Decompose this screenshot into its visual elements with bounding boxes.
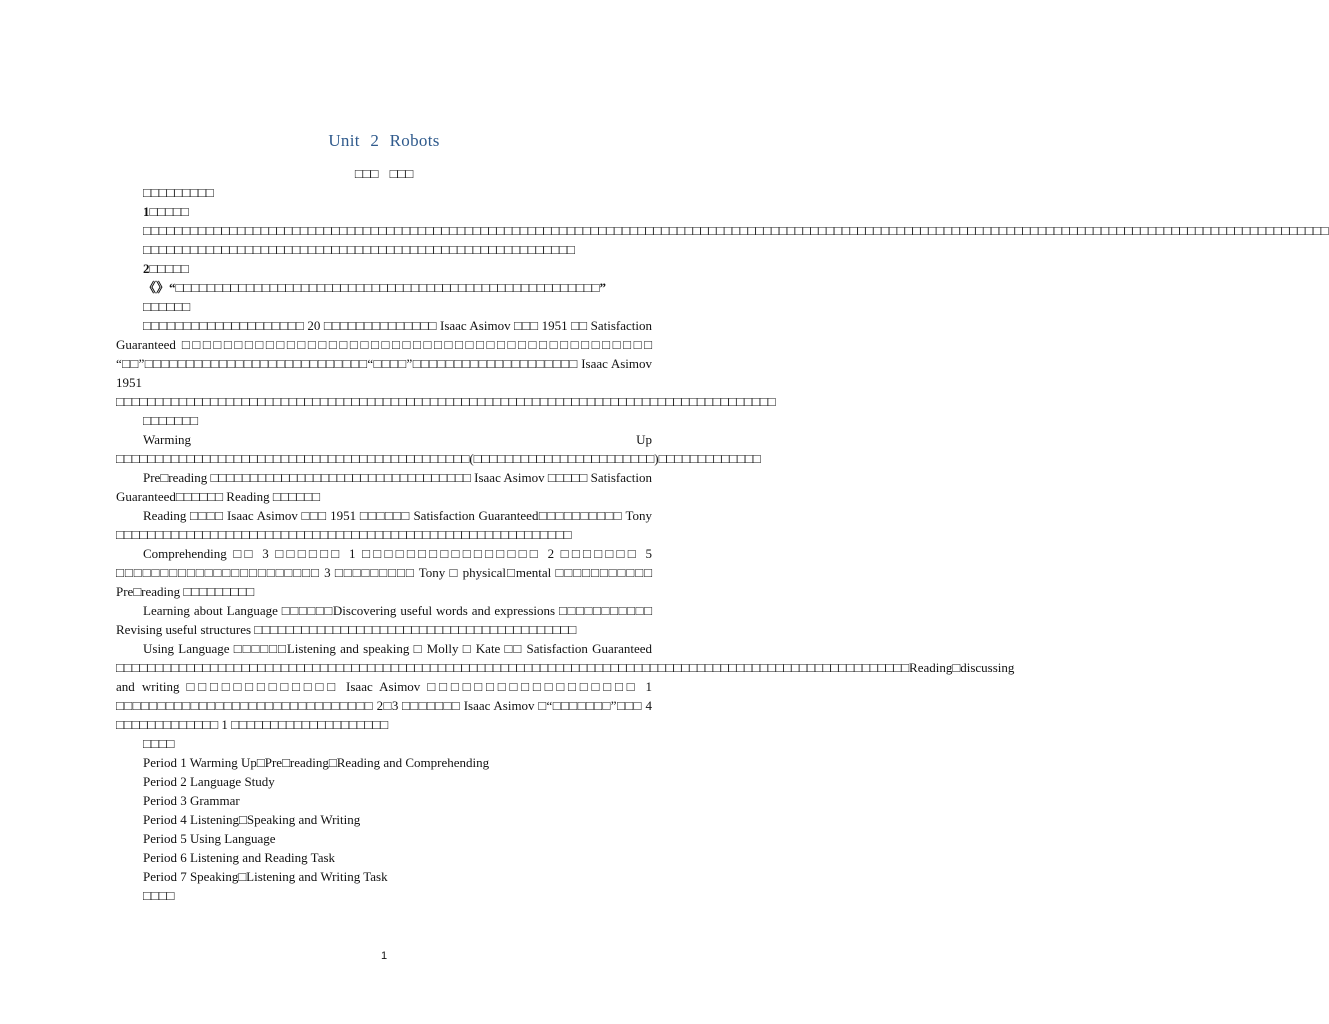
paragraph: □□□□□□□□□ bbox=[143, 185, 214, 200]
page-number: 1 bbox=[380, 950, 388, 962]
paragraph: Reading □□□□ Isaac Asimov □□□ 1951 □□□□□□ Satisfaction Guaranteed□□□□□□□□□□ Tony □□□□□□□□□□□□□□□□□□□□□□□□□□□□□□□□□□□□□□□□□□□□□□□□□□□□□□□□□□ bbox=[116, 508, 652, 542]
paragraph: Period 7 Speaking□Listening and Writing Task bbox=[143, 869, 388, 884]
paragraph: □□□□ bbox=[143, 888, 175, 903]
paragraph: Pre□reading □□□□□□□□□□□□□□□□□□□□□□□□□□□□□□□□□ Isaac Asimov □□□□□ Satisfaction Guaranteed□□□□□□ Reading □□□□□□ bbox=[116, 470, 652, 504]
paragraph: Period 2 Language Study bbox=[143, 774, 275, 789]
paragraph: □□□□□□□□□□□□□□□□□□□□□□□□□□□□□□□□□□□□□□□□□□□□□□□□□□□□□□□ bbox=[143, 242, 575, 257]
paragraph: Period 4 Listening□Speaking and Writing bbox=[143, 812, 361, 827]
paragraph: Learning about Language □□□□□□Discovering useful words and expressions □□□□□□□□□□□ Revising useful structures □□□□□□□□□□□□□□□□□□□□□□□□□□□□□□□□□□□□□□□□□ bbox=[116, 603, 652, 637]
paragraph: Comprehending □□ 3 □□□□□□ 1 □□□□□□□□□□□□□□□□ 2 □□□□□□□ 5 □□□□□□□□□□□□□□□□□□□□□□□ 3 □□□□□□□□□ Tony □ physical□mental □□□□□□□□□□□ Pre□reading □□□□□□□□□ bbox=[116, 546, 652, 599]
paragraph: Period 1 Warming Up□Pre□reading□Reading and Comprehending bbox=[143, 755, 490, 770]
paragraph: Period 6 Listening and Reading Task bbox=[143, 850, 336, 865]
paragraph: □□□□ bbox=[143, 736, 175, 751]
paragraph: 《》“□□□□□□□□□□□□□□□□□□□□□□□□□□□□□□□□□□□□□□□□□□□□□□□□□□□□□□” bbox=[143, 280, 607, 295]
page-title: Unit 2 Robots bbox=[328, 131, 440, 150]
paragraph: Warming Up □□□□□□□□□□□□□□□□□□□□□□□□□□□□□□□□□□□□□□□□□□□□□(□□□□□□□□□□□□□□□□□□□□□□□)□□□□□□□□□□□□□ bbox=[116, 432, 761, 466]
page-subtitle: □□□ □□□ bbox=[354, 166, 414, 181]
paragraph: □□□□□□ bbox=[143, 299, 191, 314]
paragraph: Period 3 Grammar bbox=[143, 793, 240, 808]
paragraph: □□□□□□□□□□□□□□□□□□□□□□□□□□□□□□□□□□□□□□□□□□□□□□□□□□□□□□□□□□□□□□□□□□□□□□□□□□□□□□□□□□□□□□□□□□□□□□□□□□□□□□□□□□□□□□□□□□□□□□□□□□□□□□□□□□□□□□□□□□□□□□□□□□□□□□□ bbox=[143, 223, 1329, 238]
paragraph: Using Language □□□□□□Listening and speaking □ Molly □ Kate □□ Satisfaction Guaranteed □□□□□□□□□□□□□□□□□□□□□□□□□□□□□□□□□□□□□□□□□□□□□□□□□□□□□□□□□□□□□□□□□□□□□□□□□□□□□□□□□□□□□□□□□□□□□□□□□□□□□Reading□discussing and writing □□□□□□□□□□□□□ Isaac Asimov □□□□□□□□□□□□□□□□□□ 1 □□□□□□□□□□□□□□□□□□□□□□□□□□□□□□□ 2□3 □□□□□□□ Isaac Asimov □“□□□□□□□”□□□ 4 □□□□□□□□□□□□□ 1 □□□□□□□□□□□□□□□□□□□□ bbox=[116, 641, 1015, 732]
paragraph: Period 5 Using Language bbox=[143, 831, 276, 846]
paragraph: 1□□□□□ bbox=[143, 204, 189, 219]
paragraph: □□□□□□□ bbox=[143, 413, 198, 428]
document-body bbox=[116, 183, 1329, 905]
paragraph: □□□□□□□□□□□□□□□□□□□□ 20 □□□□□□□□□□□□□□ Isaac Asimov □□□ 1951 □□ Satisfaction Guaranteed □□□□□□□□□□□□□□□□□□□□□□□□□□□□□□□□□□□□□□□□□□□□□ “□□”□□□□□□□□□□□□□□□□□□□□□□□□□□□“□□□□”□□□□□□□□□□□□□□□□□□□□ Isaac Asimov 1951 □□□□□□□□□□□□□□□□□□□□□□□□□□□□□□□□□□□□□□□□□□□□□□□□□□□□□□□□□□□□□□□□□□□□□□□□□□□□□□□□□□□□ bbox=[116, 318, 776, 409]
paragraph: 2□□□□□ bbox=[143, 261, 189, 276]
